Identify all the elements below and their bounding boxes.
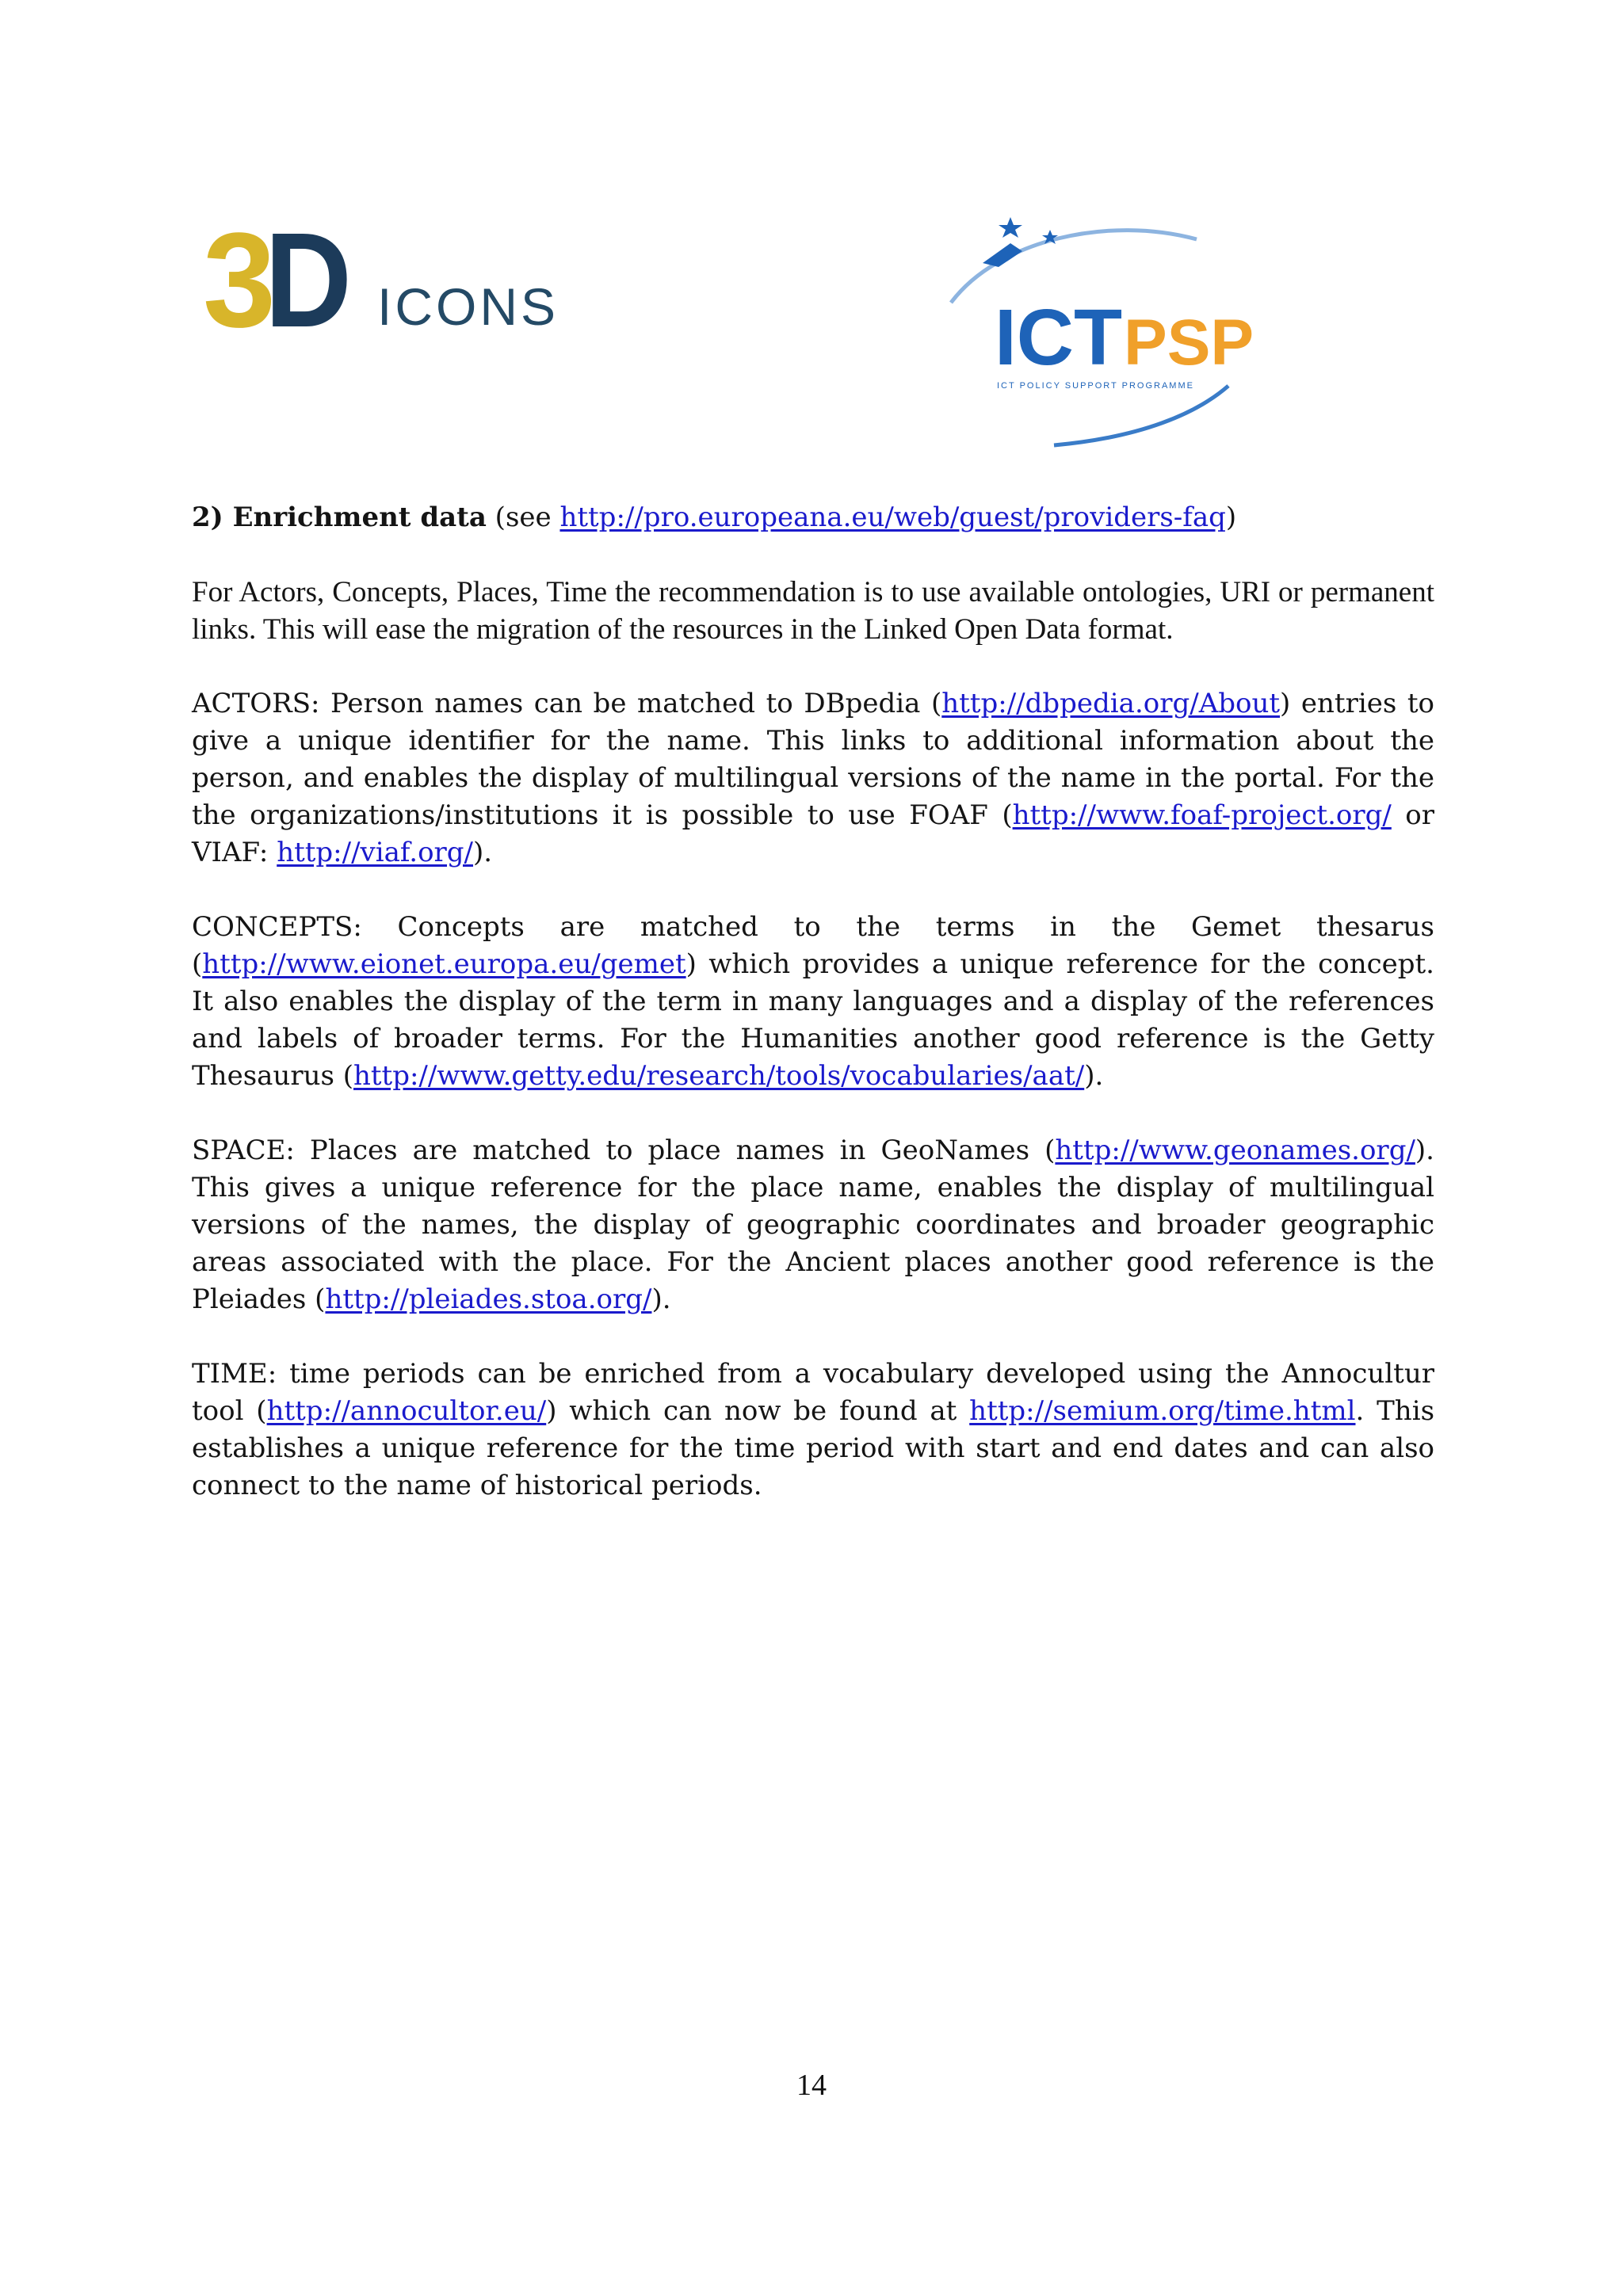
actors-text-2: ) entries to give a unique identifier for the name. This links to additional information about the person, and enables the display of multilingual versions of the name in the portal. For the the organizations/institutions it is possible to use FOAF ( (192, 688, 1435, 831)
logo-swoosh-top (951, 231, 1197, 303)
heading-see-text: (see (486, 502, 560, 533)
concepts-text-2: ) which provides a unique reference for the concept. It also enables the display of the term in many languages and a display of the references and labels of broader terms. For the Humanities another good reference is the Getty Thesaurus ( (192, 948, 1434, 1092)
section-heading-paragraph (192, 499, 1434, 536)
heading-close-paren: ) (1225, 502, 1237, 533)
concepts-text-1: CONCEPTS: Concepts are matched to the terms in the Gemet thesarus ( (192, 911, 1434, 980)
logo-icons-text: ICONS (377, 277, 559, 336)
section-heading: 2) Enrichment data (192, 502, 487, 533)
dbpedia-link[interactable]: http://dbpedia.org/About (941, 688, 1281, 719)
logo-3-glyph: 3 (203, 208, 276, 342)
space-text-3: ). (651, 1283, 671, 1315)
page-number: 14 (796, 2069, 827, 2102)
actors-paragraph (192, 685, 1434, 871)
actors-text-4: ). (473, 837, 493, 868)
annocultor-link[interactable]: http://annocultor.eu/ (266, 1395, 547, 1427)
pleiades-link[interactable]: http://pleiades.stoa.org/ (325, 1283, 652, 1315)
viaf-link[interactable]: http://viaf.org/ (277, 837, 474, 868)
gemet-link[interactable]: http://www.eionet.europa.eu/gemet (202, 948, 686, 980)
star-icon (999, 217, 1058, 244)
logo-swoosh-bottom (1054, 386, 1228, 445)
semium-time-link[interactable]: http://semium.org/time.html (969, 1395, 1356, 1427)
logo-psp-text: PSP (1124, 307, 1254, 379)
geonames-link[interactable]: http://www.geonames.org/ (1055, 1135, 1415, 1166)
time-text-1: TIME: time periods can be enriched from a vocabulary developed using the Annocultur tool ( (192, 1358, 1434, 1427)
actors-text-3: or VIAF: (192, 799, 1435, 868)
concepts-paragraph (192, 909, 1434, 1095)
logo-d-glyph: D (265, 208, 352, 342)
actors-text-1: ACTORS: Person names can be matched to DBpedia ( (192, 688, 942, 719)
logo-ict-text: ICT (995, 293, 1123, 382)
intro-paragraph: For Actors, Concepts, Places, Time the recommendation is to use available ontologies, URI or permanent links. This will ease the migration of the resources in the Linked Open Data format. (192, 576, 1434, 646)
foaf-link[interactable]: http://www.foaf-project.org/ (1012, 799, 1392, 831)
space-text-2: ). This gives a unique reference for the place name, enables the display of multilingual versions of the names, the display of geographic coordinates and broader geographic areas associated with the place. For the Ancient places another good reference is the Pleiades ( (192, 1135, 1434, 1315)
3d-icons-logo (203, 208, 575, 342)
providers-faq-link[interactable]: http://pro.europeana.eu/web/guest/providers-faq (559, 502, 1226, 533)
space-paragraph (192, 1132, 1434, 1318)
document-body (192, 499, 1434, 1542)
time-paragraph (192, 1356, 1434, 1505)
runner-icon (983, 243, 1022, 267)
logo-tagline: ICT POLICY SUPPORT PROGRAMME (997, 381, 1194, 391)
ict-psp-logo (935, 208, 1300, 453)
time-text-2: ) which can now be found at (546, 1395, 970, 1427)
time-text-3: . This establishes a unique reference for the time period with start and end dates and can also connect to the name of historical periods. (192, 1395, 1435, 1501)
space-text-1: SPACE: Places are matched to place names in GeoNames ( (192, 1135, 1056, 1166)
getty-aat-link[interactable]: http://www.getty.edu/research/tools/vocabularies/aat/ (353, 1060, 1085, 1092)
concepts-text-3: ). (1084, 1060, 1104, 1092)
